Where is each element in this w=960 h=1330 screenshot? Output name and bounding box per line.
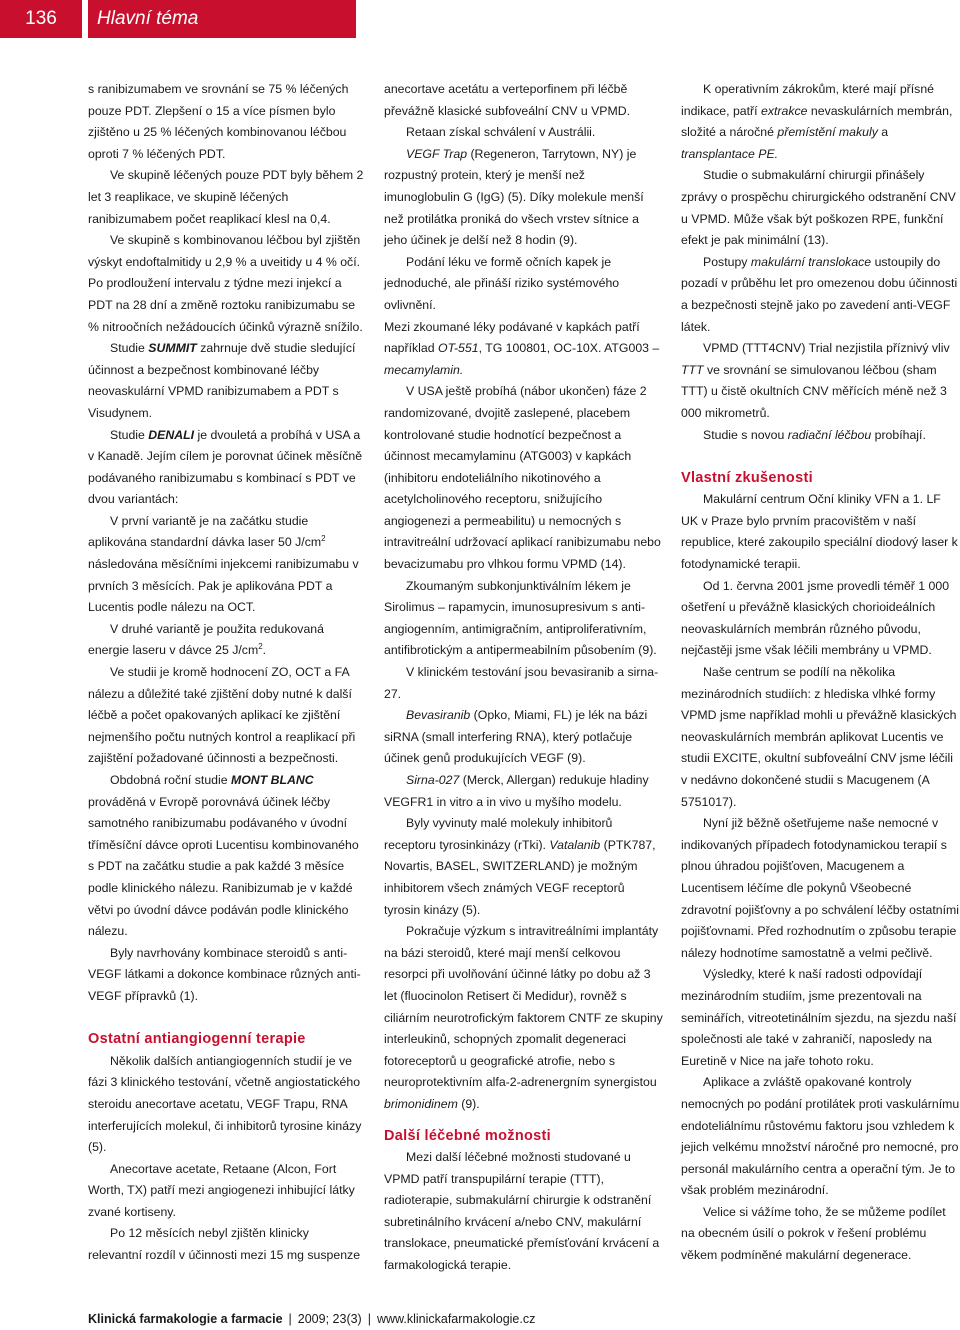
column-2 [384, 79, 663, 1277]
paragraph: Výsledky, které k naší radosti odpovídají mezinárodním studiím, jsme prezentovali na seminářích, vitreotetinálním sjezdu, na sjezdu naší společnosti ale také v zahraničí, naposledy na Euretině v Nice na jaře tohoto roku. [681, 967, 957, 1068]
page-number: 136 [0, 0, 82, 38]
column-3 [681, 79, 960, 1267]
page-footer [88, 1312, 535, 1326]
study-name: MONT BLANC [231, 773, 314, 787]
paragraph [384, 705, 663, 770]
paragraph [88, 770, 366, 943]
text-run: Postupy [703, 254, 751, 269]
paragraph: Podání léku ve formě očních kapek je jednoduché, ale přináší riziko systémového ovlivnění. [384, 254, 620, 312]
paragraph: Ve studii je kromě hodnocení ZO, OCT a FA nálezu a důležité také zjištění doby nutné k další léčbě a počet opakovaných aplikací ke zjištění nejmenšího počtu nutných kontrol a reaplikací při zajištění požadované účinnosti a bezpečnosti. [88, 665, 356, 766]
text-run: Mezi zkoumané léky podávané v kapkách patří například [384, 319, 640, 356]
text-run: V první variantě je na začátku studie aplikována standardní dávka laser 50 J/cm [88, 513, 322, 550]
text-run: , TG 100801, OC-10X. ATG003 – [478, 341, 660, 356]
paragraph: Ve skupině léčených pouze PDT byly během 2 let 3 reaplikace, ve skupině léčených ranibizumabem počet reaplikací klesl na 0,4. [88, 168, 364, 226]
paragraph: Od 1. června 2001 jsme provedli téměř 1 000 ošetření u převážně klasických chorioideálních neovaskulárních membrán různého původu, nejčastěji jsme však léčili membrány u VPMD. [681, 578, 950, 658]
paragraph: V klinickém testování jsou bevasiranib a sirna-27. [384, 665, 659, 701]
drug-name: Vatalanib [549, 837, 601, 852]
text-run: (Merck, Allergan) redukuje hladiny VEGFR1 in vitro a in vivo u myšího modelu. [384, 773, 649, 809]
text-run: (9). [457, 1096, 480, 1111]
paragraph: V USA ještě probíhá (nábor ukončen) fáze 2 randomizované, dvojitě zaslepené, placebem kontrolované studie hodnotící bezpečnost a účinnost mecamylaminu (ATG003) v kapkách (inhibitoru endoteliálního nikotinového a acetylcholinového receptoru, snižujícího angiogenezi a permeabilitu) u nemocných s intravitreální udržovací aplikací ranibizumabu nebo bevacizumabu pro vlhkou formu VPMD (14). [384, 384, 661, 572]
paragraph: Anecortave acetate, Retaane (Alcon, Fort Worth, TX) patří mezi angiogenezi inhibující látky zvané kortiseny. [88, 1161, 355, 1219]
text-run: VPMD (TTT4CNV) Trial nezjistila příznivý vliv [703, 341, 950, 356]
drug-name: VEGF Trap [406, 146, 468, 161]
term: transplantace PE. [681, 146, 779, 161]
text-run: probíhají. [871, 427, 926, 442]
term: přemístění makuly [777, 125, 878, 140]
paragraph: Velice si vážíme toho, že se můžeme podílet na obecném úsilí o pokrok v řešení problému věkem podmíněné makulární degenerace. [681, 1204, 946, 1263]
text-run: V druhé variantě je použita redukovaná energie laseru v dávce 25 J/cm [88, 621, 324, 658]
text-run: Studie s novou [703, 427, 788, 442]
section-heading: Vlastní zkušenosti [681, 469, 813, 486]
paragraph: Byly navrhovány kombinace steroidů s anti-VEGF látkami a dokonce kombinace různých anti-VEGF přípravků (1). [88, 945, 361, 1003]
text-run: nevaskulárních membrán, složité a náročné [681, 103, 953, 140]
drug-name: mecamylamin. [384, 362, 464, 377]
text-run: Byly vyvinuty malé molekuly inhibitorů receptoru tyrosinkinázy (rTki). [384, 816, 613, 852]
study-name: SUMMIT [148, 341, 197, 356]
section-heading: Další léčebné možnosti [384, 1127, 551, 1144]
paragraph: Zkoumaným subkonjunktiválním lékem je Sirolimus – rapamycin, imunosupresivum s anti-angiogenním, antimigračním, antiproliferativním, antifibrotickým a antipermeabilním působením (9). [384, 578, 657, 658]
text-run: ve srovnání se simulovanou léčbou (sham TTT) u čistě okultních CNV měřících méně než 3 000 mikrometrů. [681, 362, 947, 420]
study-name: DENALI [148, 427, 195, 442]
paragraph [384, 317, 663, 382]
paragraph [384, 770, 663, 813]
text-run: . [262, 643, 267, 658]
text-run: Studie [110, 341, 149, 356]
page-header [0, 0, 356, 38]
journal-issue: 2009; 23(3) [297, 1312, 362, 1326]
paragraph: Nyní již běžně ošetřujeme naše nemocné v indikovaných případech fotodynamickou terapií s plnou úhradou pojišťoven, Macugenem a Lucentisem léčíme dle pokynů Všeobecné zdravotní pojišťovny a po schválení léčby ostatními pojišťovnami. Před rozhodnutím o způsobu terapie nálezy hodnotíme samostatně a velmi pečlivě. [681, 816, 960, 960]
term: makulární translokace [750, 254, 872, 269]
paragraph [384, 921, 663, 1115]
paragraph [681, 79, 960, 165]
paragraph: Několik dalších antiangiogenních studií je ve fázi 3 klinického testování, včetně angiostatického steroidu anecortave acetatu, VEGF Trapu, RNA interferujících molekul, či inhibitorů tyrosine kinázy (5). [88, 1053, 362, 1155]
paragraph: Makulární centrum Oční kliniky VFN a 1. LF UK v Praze bylo prvním pracovištěm v naší republice, které zakoupilo speciální diodový laser k fotodynamické terapii. [681, 492, 958, 572]
text-run: a [877, 125, 889, 140]
text-run: Pokračuje výzkum s intravitreálními implantáty na bázi steroidů, které mají menší celkovou resorpci při uvolňování účinné látky po dobu až 3 let (fluocinolon Retisert či Medidur), rovněž s ciliárním neurotrofickým faktorem CNTF ze skupiny interleukinů, schopných zpomalit degeneraci fotoreceptorů u geografické atrofie, nebo s neuroprotektivním alfa-2-adrenergním synergistou [384, 924, 663, 1090]
drug-name: Bevasiranib [406, 708, 471, 723]
drug-name: OT-551 [438, 341, 479, 356]
paragraph [384, 813, 663, 921]
column-1 [88, 79, 366, 1267]
text-run: zahrnuje dvě studie sledující účinnost a bezpečnost kombinované léčby neovaskulární VPMD ranibizumabem a PDT s Visudynem. [88, 341, 356, 420]
section-title: Hlavní téma [88, 0, 356, 38]
paragraph [681, 338, 960, 424]
text-run: (Opko, Miami, FL) je lék na bázi siRNA (small interfering RNA), který potlačuje účinek genů produkujících VEGF (9). [384, 708, 648, 766]
term: radiační léčbou [787, 427, 872, 442]
text-run: následována měsíčními injekcemi ranibizumabu v prvních 3 měsících. Pak je aplikována PDT a Lucentis podle nálezu na OCT. [88, 557, 359, 615]
paragraph [681, 252, 960, 338]
paragraph: Retaan získal schválení v Austrálii. [406, 125, 596, 140]
footer-separator: | [367, 1312, 371, 1326]
paragraph: Ve skupině s kombinovanou léčbou byl zjištěn výskyt endoftalmitidy u 2,9 % a uveitidy u 4 % očí. Po prodloužení intervalu z týdne mezi injekcí a PDT na 28 dní a změně roztoku ranibizumabu se % nitroočních nežádoucích účinků výrazně snížilo. [88, 233, 363, 334]
drug-name: Sirna-027 [406, 773, 460, 787]
footer-separator: | [288, 1312, 292, 1326]
paragraph: Po 12 měsících nebyl zjištěn klinicky relevantní rozdíl v účinnosti mezi 15 mg suspenze [88, 1226, 361, 1263]
text-run: (Regeneron, Tarrytown, NY) je rozpustný protein, který je menší než imunoglobulin G (IgG) (5). Díky molekule menší než protilátka proniká do všech vrstev sítnice a jeho účinek je delší než 8 hodin (9). [384, 146, 644, 248]
text-run: K operativním zákrokům, které mají přísné indikace, patří [681, 82, 934, 118]
paragraph: Studie o submakulární chirurgii přinášely zprávy o prospěchu chirurgického odstranění CNV u VPMD. Může však být poškozen RPE, funkční efekt je pak minimální (13). [681, 168, 956, 248]
journal-name: Klinická farmakologie a farmacie [88, 1312, 283, 1326]
text-run: Studie [110, 427, 149, 442]
section-heading: Ostatní antiangiogenní terapie [88, 1031, 306, 1048]
text-run: ustoupily do pozadí v průběhu let pro omezenou dobu účinnosti a bezpečnosti stejně jako po zavedení anti-VEGF látek. [681, 254, 958, 334]
text-run: (PTK787, Novartis, BASEL, SWITZERLAND) je možným inhibitorem všech známých VEGF receptorů tyrosin kinázy (5). [384, 837, 656, 917]
term: TTT [681, 362, 704, 377]
paragraph [681, 425, 960, 447]
paragraph: s ranibizumabem ve srovnání se 75 % léčených pouze PDT. Zlepšení o 15 a více písmen bylo zjištěno u 25 % léčených kombinovanou léčbou oproti 7 % léčených PDT. [88, 82, 349, 161]
drug-name: brimonidinem [384, 1096, 458, 1111]
journal-url[interactable]: www.klinickafarmakologie.cz [376, 1312, 536, 1326]
paragraph [88, 338, 366, 424]
text-run: je dvouletá a probíhá v USA a v Kanadě. Jejím cílem je porovnat účinek měsíčně podávaného ranibizumabu s kombinací s PDT ve dvou variantách: [88, 427, 363, 507]
paragraph: Mezi další léčebné možnosti studované u VPMD patří transpupilární terapie (TTT), radioterapie, submakulární chirurgie k odstranění subretinálního krvácení a/nebo CNV, makulární translokace, pneumatické přemísťování krvácení a farmakologická terapie. [384, 1150, 660, 1273]
paragraph [384, 144, 663, 252]
paragraph: V první variantě je na začátku studie aplikována standardní dávka laser 50 $J/cm^2$ následována měsíčními injekcemi ranibizumabu v prvních 3 měsících. Pak je aplikována PDT a Lucentis podle nálezu na OCT. [88, 513, 359, 615]
paragraph [88, 425, 366, 511]
term: extrakce [760, 103, 808, 118]
paragraph: Naše centrum se podílí na několika mezinárodních studiích: z hlediska vlhké formy VPMD jsme například mohli u převážně klasických neovaskulárních membrán aplikovat Lucentis ve studii EXCITE, okultní subfoveální CNV jsme léčili v nedávno dokončené studii s Macugenem (A 5751017). [681, 665, 957, 809]
paragraph: Aplikace a zvláště opakované kontroly nemocných po podání protilátek proti vaskulárnímu endoteliálnímu růstovému faktoru jsou vzhledem k jejich velkému množství náročné pro nemocné, pro personál makulárního centra a operační tým. Je to však problém mezinárodní. [681, 1075, 960, 1198]
text-run: Obdobná roční studie [110, 773, 231, 787]
paragraph: anecortave acetátu a verteporfinem při léčbě převážně klasické subfoveální CNV u VPMD. [384, 82, 631, 118]
paragraph: V druhé variantě je použita redukovaná energie laseru v dávce 25 $J/cm^2$. [88, 621, 324, 658]
text-run: prováděná v Evropě porovnává účinek léčby samotného ranibizumabu podávaného v úvodní tříměsíční dávce oproti Lucentisu kombinovaného s PDT na začátku studie a pak každé 3 měsíce podle klinického nálezu. Ranibizumab je v každé větvi po úvodní dávce podáván podle klinického nálezu. [88, 794, 359, 939]
